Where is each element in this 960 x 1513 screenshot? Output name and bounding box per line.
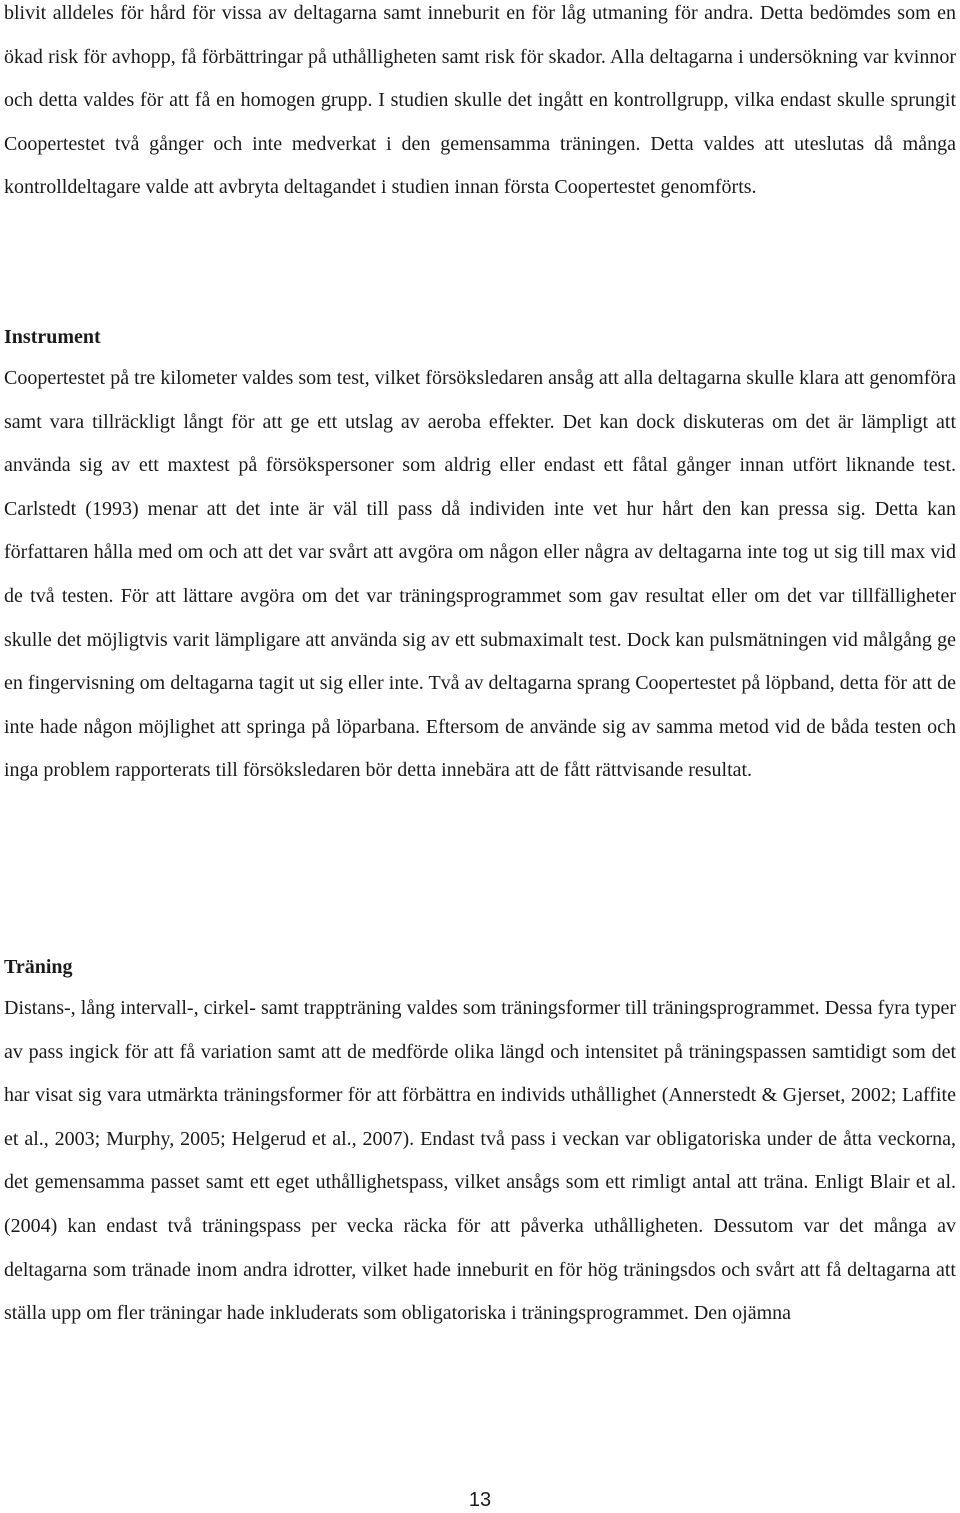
- section-heading-traning: Träning: [4, 956, 73, 978]
- page-number: 13: [468, 1489, 492, 1511]
- body-paragraph-intro: blivit alldeles för hård för vissa av deltagarna samt inneburit en för låg utmaning för andra. Detta bedömdes som en ökad risk för avhopp, få förbättringar på uthålligheten samt risk för skador. Alla deltagarna i undersökning var kvinnor och detta valdes för att få en homogen grupp. I studien skulle det ingått en kontrollgrupp, vilka endast skulle sprungit Coopertestet två gånger och inte medverkat i den gemensamma träningen. Detta valdes att uteslutas då många kontrolldeltagare valde att avbryta deltagandet i studien innan första Coopertestet genomförts.: [4, 2, 956, 199]
- body-paragraph-traning: Distans-, lång intervall-, cirkel- samt trappträning valdes som träningsformer till träningsprogrammet. Dessa fyra typer av pass ingick för att få variation samt att de medförde olika längd och intensitet på träningspassen samtidigt som det har visat sig vara utmärkta träningsformer för att förbättra en individs uthållighet (Annerstedt & Gjerset, 2002; Laffite et al., 2003; Murphy, 2005; Helgerud et al., 2007). Endast två pass i veckan var obligatoriska under de åtta veckorna, det gemensamma passet samt ett eget uthållighetspass, vilket ansågs som ett rimligt antal att träna. Enligt Blair et al. (2004) kan endast två träningspass per vecka räcka för att påverka uthålligheten. Dessutom var det många av deltagarna som tränade inom andra idrotter, vilket hade inneburit en för hög träningsdos och svårt att få deltagarna att ställa upp om fler träningar hade inkluderats som obligatoriska i träningsprogrammet. Den ojämna: [4, 997, 956, 1325]
- body-paragraph-instrument: Coopertestet på tre kilometer valdes som test, vilket försöksledaren ansåg att alla deltagarna skulle klara att genomföra samt vara tillräckligt långt för att ge ett utslag av aeroba effekter. Det kan dock diskuteras om det är lämpligt att använda sig av ett maxtest på försökspersoner som aldrig eller endast ett fåtal gånger innan utfört liknande test. Carlstedt (1993) menar att det inte är väl till pass då individen inte vet hur hårt den kan pressa sig. Detta kan författaren hålla med om och att det var svårt att avgöra om någon eller några av deltagarna inte tog ut sig till max vid de två testen. För att lättare avgöra om det var träningsprogrammet som gav resultat eller om det var tillfälligheter skulle det möjligtvis varit lämpligare att använda sig av ett submaximalt test. Dock kan pulsmätningen vid målgång ge en fingervisning om deltagarna tagit ut sig eller inte. Två av deltagarna sprang Coopertestet på löpband, detta för att de inte hade någon möjlighet att springa på löparbana. Eftersom de använde sig av samma metod vid de båda testen och inga problem rapporterats till försöksledaren bör detta innebära att de fått rättvisande resultat.: [4, 367, 956, 782]
- section-heading-instrument: Instrument: [4, 326, 101, 348]
